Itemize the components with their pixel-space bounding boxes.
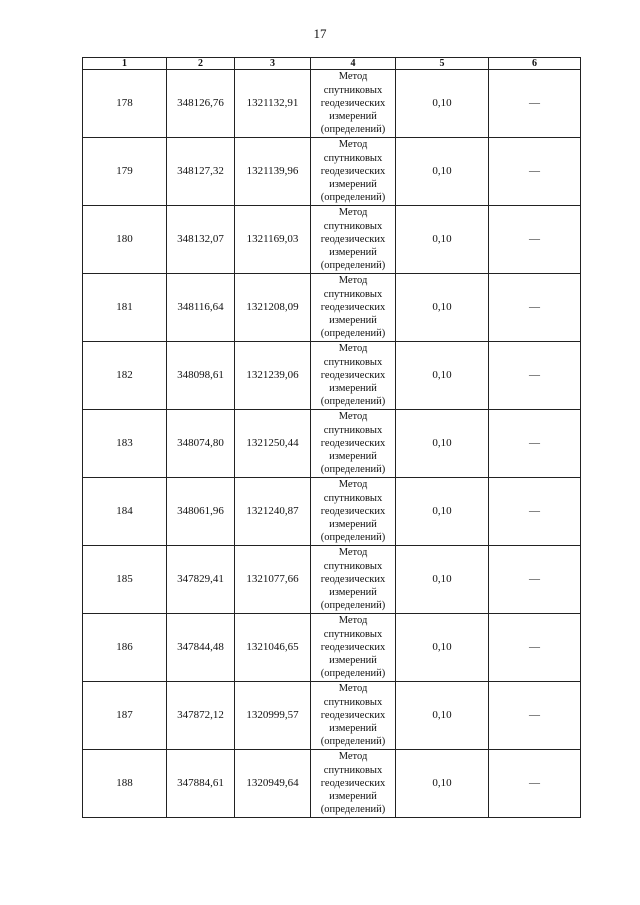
method-line: спутниковых <box>323 152 383 164</box>
note-cell: — <box>489 70 581 138</box>
note-cell: — <box>489 750 581 818</box>
method-line: геодезических <box>320 505 386 517</box>
method-line: Метод <box>338 479 368 491</box>
method-line: измерений <box>329 383 377 395</box>
table-row <box>83 138 581 206</box>
method-line: геодезических <box>320 437 386 449</box>
y-coordinate-cell: 1321046,65 <box>235 614 311 682</box>
method-cell <box>311 614 396 682</box>
method-line: измерений <box>329 587 377 599</box>
point-number-cell: 178 <box>83 70 167 138</box>
method-line: Метод <box>338 275 368 287</box>
method-line: (определений) <box>320 124 386 136</box>
point-number-cell: 185 <box>83 546 167 614</box>
note-cell: — <box>489 138 581 206</box>
point-number-cell: 181 <box>83 274 167 342</box>
method-line: Метод <box>338 207 368 219</box>
x-coordinate-cell: 347884,61 <box>167 750 235 818</box>
note-cell: — <box>489 614 581 682</box>
y-coordinate-cell: 1320999,57 <box>235 682 311 750</box>
accuracy-cell: 0,10 <box>396 342 489 410</box>
method-line: (определений) <box>320 532 386 544</box>
method-line: спутниковых <box>323 764 383 776</box>
column-header: 6 <box>489 58 581 70</box>
accuracy-cell: 0,10 <box>396 138 489 206</box>
point-number-cell: 183 <box>83 410 167 478</box>
x-coordinate-cell: 348127,32 <box>167 138 235 206</box>
method-line: спутниковых <box>323 288 383 300</box>
method-line: спутниковых <box>323 492 383 504</box>
method-line: Метод <box>338 343 368 355</box>
method-line: измерений <box>329 519 377 531</box>
method-line: спутниковых <box>323 628 383 640</box>
method-line: (определений) <box>320 328 386 340</box>
table-header-row <box>83 58 581 70</box>
y-coordinate-cell: 1321239,06 <box>235 342 311 410</box>
note-cell: — <box>489 682 581 750</box>
note-cell: — <box>489 206 581 274</box>
table-row <box>83 682 581 750</box>
table-row <box>83 750 581 818</box>
accuracy-cell: 0,10 <box>396 614 489 682</box>
method-line: спутниковых <box>323 356 383 368</box>
method-line: спутниковых <box>323 84 383 96</box>
column-header: 1 <box>83 58 167 70</box>
column-header: 4 <box>311 58 396 70</box>
method-cell <box>311 750 396 818</box>
note-cell: — <box>489 342 581 410</box>
point-number-cell: 184 <box>83 478 167 546</box>
method-line: Метод <box>338 547 368 559</box>
method-line: Метод <box>338 751 368 763</box>
y-coordinate-cell: 1321139,96 <box>235 138 311 206</box>
method-line: геодезических <box>320 369 386 381</box>
note-cell: — <box>489 478 581 546</box>
method-line: измерений <box>329 723 377 735</box>
method-line: измерений <box>329 111 377 123</box>
table-row <box>83 70 581 138</box>
method-line: геодезических <box>320 233 386 245</box>
table-row <box>83 478 581 546</box>
point-number-cell: 186 <box>83 614 167 682</box>
table-row <box>83 274 581 342</box>
method-line: спутниковых <box>323 424 383 436</box>
point-number-cell: 180 <box>83 206 167 274</box>
x-coordinate-cell: 348061,96 <box>167 478 235 546</box>
method-cell <box>311 206 396 274</box>
y-coordinate-cell: 1321208,09 <box>235 274 311 342</box>
accuracy-cell: 0,10 <box>396 70 489 138</box>
method-line: измерений <box>329 179 377 191</box>
column-header: 5 <box>396 58 489 70</box>
y-coordinate-cell: 1320949,64 <box>235 750 311 818</box>
accuracy-cell: 0,10 <box>396 274 489 342</box>
y-coordinate-cell: 1321132,91 <box>235 70 311 138</box>
note-cell: — <box>489 546 581 614</box>
table-row <box>83 410 581 478</box>
method-line: Метод <box>338 615 368 627</box>
accuracy-cell: 0,10 <box>396 478 489 546</box>
method-line: (определений) <box>320 464 386 476</box>
method-cell <box>311 682 396 750</box>
x-coordinate-cell: 347829,41 <box>167 546 235 614</box>
method-line: Метод <box>338 139 368 151</box>
y-coordinate-cell: 1321077,66 <box>235 546 311 614</box>
method-line: измерений <box>329 791 377 803</box>
x-coordinate-cell: 348116,64 <box>167 274 235 342</box>
method-cell <box>311 546 396 614</box>
table-row <box>83 206 581 274</box>
table-row <box>83 546 581 614</box>
point-number-cell: 179 <box>83 138 167 206</box>
note-cell: — <box>489 410 581 478</box>
accuracy-cell: 0,10 <box>396 750 489 818</box>
accuracy-cell: 0,10 <box>396 682 489 750</box>
method-line: геодезических <box>320 165 386 177</box>
method-line: измерений <box>329 451 377 463</box>
method-line: геодезических <box>320 301 386 313</box>
note-cell: — <box>489 274 581 342</box>
method-line: (определений) <box>320 804 386 816</box>
x-coordinate-cell: 348098,61 <box>167 342 235 410</box>
point-number-cell: 188 <box>83 750 167 818</box>
accuracy-cell: 0,10 <box>396 206 489 274</box>
method-cell <box>311 138 396 206</box>
method-line: Метод <box>338 411 368 423</box>
x-coordinate-cell: 347872,12 <box>167 682 235 750</box>
table-body <box>83 70 581 818</box>
y-coordinate-cell: 1321169,03 <box>235 206 311 274</box>
method-line: измерений <box>329 655 377 667</box>
y-coordinate-cell: 1321250,44 <box>235 410 311 478</box>
method-line: Метод <box>338 683 368 695</box>
method-line: измерений <box>329 247 377 259</box>
method-line: (определений) <box>320 668 386 680</box>
method-line: геодезических <box>320 709 386 721</box>
method-line: геодезических <box>320 777 386 789</box>
method-cell <box>311 342 396 410</box>
point-number-cell: 182 <box>83 342 167 410</box>
method-line: спутниковых <box>323 220 383 232</box>
method-cell <box>311 410 396 478</box>
page-number: 17 <box>313 26 327 41</box>
method-line: спутниковых <box>323 696 383 708</box>
method-line: измерений <box>329 315 377 327</box>
method-line: (определений) <box>320 260 386 272</box>
method-line: (определений) <box>320 736 386 748</box>
table-row <box>83 342 581 410</box>
accuracy-cell: 0,10 <box>396 410 489 478</box>
column-header: 2 <box>167 58 235 70</box>
x-coordinate-cell: 348074,80 <box>167 410 235 478</box>
table-row <box>83 614 581 682</box>
column-header: 3 <box>235 58 311 70</box>
method-line: Метод <box>338 71 368 83</box>
x-coordinate-cell: 347844,48 <box>167 614 235 682</box>
method-line: спутниковых <box>323 560 383 572</box>
method-line: геодезических <box>320 641 386 653</box>
method-line: (определений) <box>320 192 386 204</box>
method-line: геодезических <box>320 97 386 109</box>
y-coordinate-cell: 1321240,87 <box>235 478 311 546</box>
method-line: (определений) <box>320 600 386 612</box>
coordinates-table <box>82 57 581 818</box>
accuracy-cell: 0,10 <box>396 546 489 614</box>
method-line: геодезических <box>320 573 386 585</box>
x-coordinate-cell: 348132,07 <box>167 206 235 274</box>
point-number-cell: 187 <box>83 682 167 750</box>
method-cell <box>311 274 396 342</box>
method-line: (определений) <box>320 396 386 408</box>
x-coordinate-cell: 348126,76 <box>167 70 235 138</box>
method-cell <box>311 70 396 138</box>
method-cell <box>311 478 396 546</box>
